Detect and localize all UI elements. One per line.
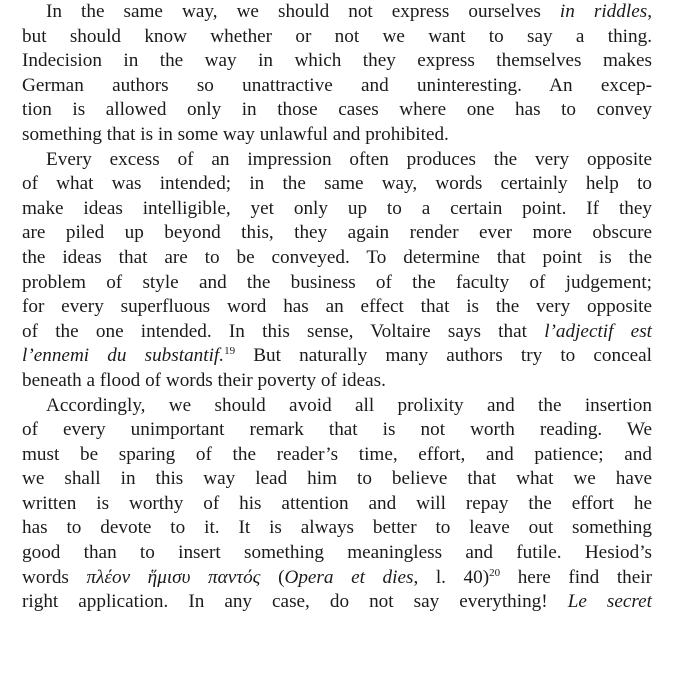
text-run: Every excess of an impression often produces the very opposite bbox=[46, 148, 652, 170]
text-run: ( bbox=[260, 566, 285, 588]
text-line bbox=[22, 443, 652, 468]
paragraph bbox=[22, 0, 652, 148]
text-run: right application. In any case, do not say everything! bbox=[22, 591, 568, 613]
document-page bbox=[22, 0, 652, 615]
text-line bbox=[22, 148, 652, 173]
text-line bbox=[22, 98, 652, 123]
text-run: In the same way, we should not express ourselves bbox=[46, 1, 560, 22]
text-line bbox=[22, 25, 652, 50]
text-line bbox=[22, 394, 652, 419]
text-line bbox=[22, 516, 652, 541]
text-line bbox=[22, 49, 652, 74]
text-run: , l. 40) bbox=[413, 566, 490, 588]
text-run: but should know whether or not we want to say a thing. bbox=[22, 25, 652, 47]
text-run: German authors so unattractive and uninteresting. An excep- bbox=[22, 74, 652, 96]
text-run: we shall in this way lead him to believe that what we have bbox=[22, 468, 652, 490]
text-line bbox=[22, 0, 652, 25]
text-line bbox=[22, 566, 652, 591]
text-line bbox=[22, 172, 652, 197]
text-line bbox=[22, 418, 652, 443]
italic-text: l’adjectif est bbox=[544, 320, 652, 342]
text-run: something that is in some way unlawful and prohibited. bbox=[22, 123, 449, 145]
text-run: of the one intended. In this sense, Voltaire says that bbox=[22, 320, 545, 342]
text-run: But naturally many authors try to conceal bbox=[235, 345, 652, 367]
italic-text: πλέον ἥμισυ παντός bbox=[86, 566, 261, 588]
text-run: tion is allowed only in those cases where one has to convey bbox=[22, 99, 652, 121]
text-run: problem of style and the business of the faculty of judgement; bbox=[22, 271, 652, 293]
italic-text: in riddles bbox=[559, 1, 648, 22]
text-line bbox=[22, 271, 652, 296]
text-run: beneath a flood of words their poverty of ideas. bbox=[22, 369, 386, 391]
italic-text: Le secret bbox=[567, 591, 652, 613]
text-line bbox=[22, 344, 652, 369]
body-text bbox=[22, 0, 652, 615]
text-line bbox=[22, 541, 652, 566]
text-run: Indecision in the way in which they express themselves makes bbox=[22, 50, 652, 72]
text-run: here find their bbox=[500, 566, 652, 588]
text-run: of every unimportant remark that is not worth reading. We bbox=[22, 419, 652, 441]
text-line bbox=[22, 320, 652, 345]
text-run: the ideas that are to be conveyed. To determine that point is the bbox=[22, 246, 652, 268]
text-line bbox=[22, 590, 652, 615]
text-run: of what was intended; in the same way, words certainly help to bbox=[22, 173, 652, 195]
text-run: for every superfluous word has an effect that is the very opposite bbox=[22, 296, 652, 318]
text-run: are piled up beyond this, they again render ever more obscure bbox=[22, 222, 652, 244]
text-run: words bbox=[22, 566, 87, 588]
paragraph bbox=[22, 148, 652, 394]
italic-text: Opera et dies bbox=[284, 566, 414, 588]
footnote-marker: 20 bbox=[489, 566, 501, 579]
text-run: , bbox=[647, 1, 652, 22]
text-line bbox=[22, 246, 652, 271]
text-line bbox=[22, 369, 652, 394]
text-line bbox=[22, 197, 652, 222]
text-line bbox=[22, 74, 652, 99]
text-run: Accordingly, we should avoid all prolixity and the insertion bbox=[46, 394, 652, 416]
text-run: make ideas intelligible, yet only up to a certain point. If they bbox=[22, 197, 652, 219]
text-line bbox=[22, 467, 652, 492]
text-line bbox=[22, 123, 652, 148]
text-run: has to devote to it. It is always better to leave out something bbox=[22, 517, 652, 539]
text-run: must be sparing of the reader’s time, effort, and patience; and bbox=[22, 443, 652, 465]
text-line bbox=[22, 492, 652, 517]
italic-text: l’ennemi du substantif. bbox=[22, 345, 225, 367]
text-line bbox=[22, 221, 652, 246]
text-run: written is worthy of his attention and will repay the effort he bbox=[22, 492, 652, 514]
text-line bbox=[22, 295, 652, 320]
paragraph bbox=[22, 394, 652, 615]
text-run: good than to insert something meaningless and futile. Hesiod’s bbox=[22, 542, 652, 564]
footnote-marker: 19 bbox=[224, 345, 236, 358]
